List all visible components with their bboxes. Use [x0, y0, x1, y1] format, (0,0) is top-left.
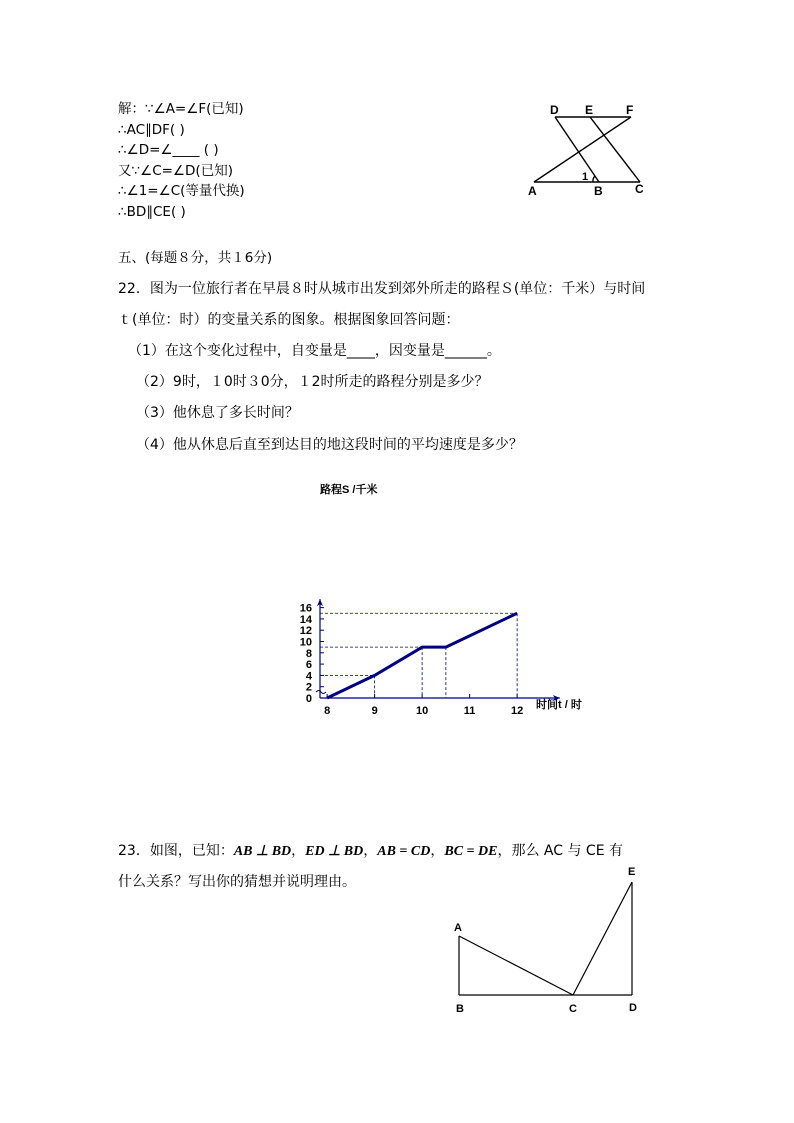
triangles-figure [440, 860, 650, 1020]
x-tick-label: 12 [511, 705, 524, 717]
label-D: D [629, 1002, 637, 1014]
y-tick-label: 4 [305, 670, 312, 683]
q23-prefix: 23．如图，已知： [118, 843, 234, 859]
proof-line-4: 又∵∠C=∠D(已知) [118, 163, 233, 179]
x-tick-label: 10 [416, 705, 429, 717]
proof-line-3: ∴∠D=∠____ ( ) [118, 142, 219, 158]
q22-line-2: ｔ(单位：时）的变量关系的图象。根据图象回答问题： [118, 312, 460, 328]
angle-1-arc [593, 176, 595, 182]
segment-EC [590, 117, 640, 182]
proof-line-2: ∴AC∥DF( ) [118, 122, 185, 138]
math-ed-perp-bd: ED ⊥ BD [305, 844, 364, 859]
q23-line-1: 23．如图，已知：AB ⊥ BD，ED ⊥ BD，AB = CD，BC = DE，那么 AC 与 CE 有 [118, 843, 623, 859]
x-tick-label: 8 [324, 705, 331, 717]
x-tick-label: 9 [371, 705, 378, 717]
label-B: B [594, 184, 603, 198]
y-tick-label: 12 [299, 625, 312, 638]
y-tick-label: 10 [299, 636, 312, 649]
y-axis-label: 路程S /千米 [320, 484, 378, 496]
distance-time-chart [270, 475, 600, 725]
proof-line-1: 解：∵∠A=∠F(已知) [118, 101, 244, 117]
x-axis-label: 时间t / 时 [536, 699, 582, 711]
q22-line-1: 22．图为一位旅行者在早晨８时从城市出发到郊外所走的路程Ｓ(单位：千米）与时间 [118, 281, 646, 297]
section-heading: 五、(每题８分，共１6分) [118, 250, 273, 266]
math-ab-perp-bd: AB ⊥ BD [233, 844, 292, 859]
y-tick-label: 14 [299, 613, 312, 626]
label-F: F [626, 103, 634, 117]
label-A: A [454, 922, 462, 934]
parallel-lines-figure [520, 100, 660, 200]
label-angle-1: 1 [582, 171, 589, 183]
label-A: A [528, 184, 537, 198]
math-ab-eq-cd: AB = CD [377, 844, 431, 859]
segment-AC [459, 936, 573, 995]
q22-sub-4: （4）他从休息后直至到达目的地这段时间的平均速度是多少？ [136, 437, 523, 453]
q22-sub-2: （2）9时，１0时３0分，１2时所走的路程分别是多少？ [136, 374, 489, 390]
label-B: B [456, 1003, 464, 1015]
q22-sub-3: （3）他休息了多长时间？ [136, 405, 299, 421]
x-tick-label: 11 [463, 705, 476, 717]
y-tick-label: 2 [305, 681, 312, 694]
distance-line [327, 613, 517, 698]
proof-line-5: ∴∠1=∠C(等量代换) [118, 183, 245, 199]
math-bc-eq-de: BC = DE [444, 844, 498, 859]
y-tick-label: 8 [305, 647, 312, 660]
q23-line-2: 什么关系？写出你的猜想并说明理由。 [118, 874, 356, 890]
q22-sub-1: （1）在这个变化过程中，自变量是____，因变量是______。 [128, 343, 501, 359]
segment-DB [555, 117, 599, 182]
y-tick-label: 16 [299, 602, 312, 615]
y-tick-label: 0 [305, 693, 312, 705]
axis-break-mark [316, 691, 326, 694]
label-E: E [585, 103, 594, 117]
label-C: C [635, 182, 644, 196]
segment-CE [573, 882, 632, 995]
proof-line-6: ∴BD∥CE( ) [118, 204, 186, 220]
label-C: C [569, 1003, 577, 1015]
label-E: E [628, 866, 636, 878]
label-D: D [550, 103, 559, 117]
y-tick-label: 6 [305, 659, 312, 672]
q23-suffix: ，那么 AC 与 CE 有 [497, 843, 623, 859]
